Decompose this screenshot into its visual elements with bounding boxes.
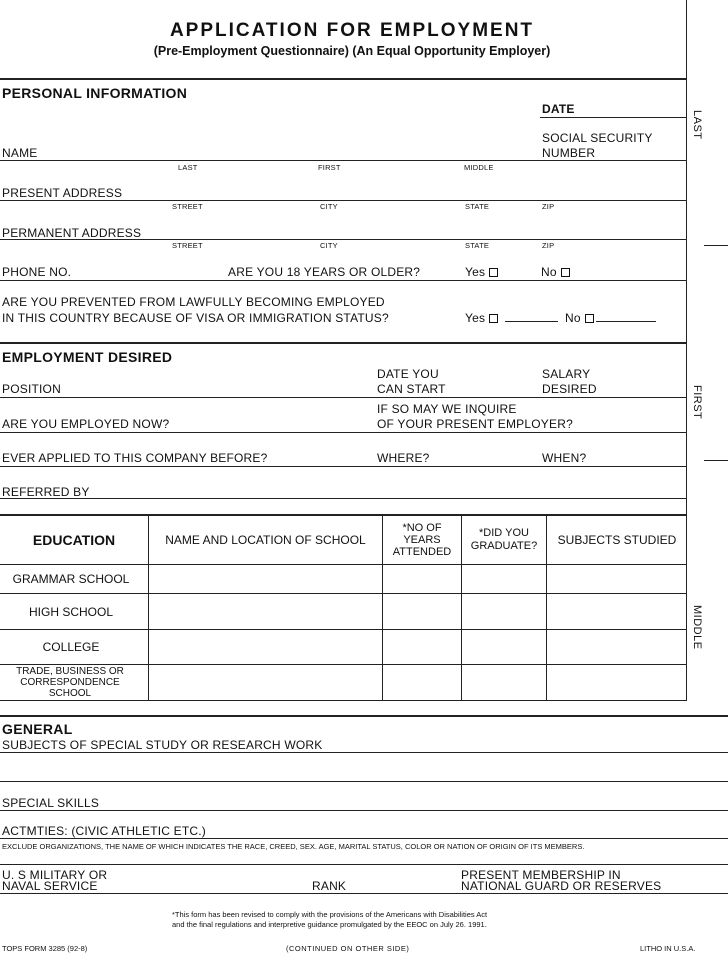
trade-1: TRADE, BUSINESS OR: [16, 666, 124, 677]
col-graduated: [462, 516, 546, 564]
position-line: [0, 397, 687, 398]
col-years-1: *NO OF: [402, 522, 442, 534]
special-study-line-2: [0, 781, 728, 782]
form-title: APPLICATION FOR EMPLOYMENT: [169, 20, 535, 41]
ssn-label-1: SOCIAL SECURITY: [542, 131, 653, 145]
form-subtitle: (Pre-Employment Questionnaire) (An Equal Opportunity Employer): [153, 44, 551, 58]
row-trade-school: [0, 665, 140, 700]
age-no-label: No: [541, 265, 557, 279]
employed-now-label: ARE YOU EMPLOYED NOW?: [2, 417, 170, 431]
employed-now-line: [0, 432, 687, 433]
activities-line: [0, 838, 728, 839]
visa-question-1: ARE YOU PREVENTED FROM LAWFULLY BECOMING EMPLOYED: [2, 295, 385, 309]
age-no[interactable]: [541, 265, 570, 279]
visa-question-2: IN THIS COUNTRY BECAUSE OF VISA OR IMMIGRATION STATUS?: [2, 311, 389, 325]
right-border-line: [686, 0, 687, 700]
guard-label-1: PRESENT MEMBERSHIP IN: [461, 868, 621, 882]
referred-by-label: REFERRED BY: [2, 485, 90, 499]
phone-label: PHONE NO.: [2, 265, 72, 279]
side-label-middle: MIDDLE: [691, 605, 703, 650]
sub-first: FIRST: [318, 163, 341, 172]
applied-before-line: [0, 466, 687, 467]
sub-city-1: CITY: [320, 202, 338, 211]
exclude-note: EXCLUDE ORGANIZATIONS, THE NAME OF WHICH INDICATES THE RACE, CREED, SEX. AGE, MARITAL STATUS, COLOR OR NATION OF ORIGIN OF ITS MEMBERS.: [2, 842, 585, 851]
phone-line: [0, 280, 687, 281]
section-rule-personal: [0, 78, 687, 80]
side-label-last: LAST: [691, 110, 703, 140]
age-yes-label: Yes: [465, 265, 486, 279]
visa-yes[interactable]: [465, 311, 498, 325]
col-school-name: NAME AND LOCATION OF SCHOOL: [165, 533, 366, 547]
sub-city-2: CITY: [320, 241, 338, 250]
litho-note: LITHO IN U.S.A.: [640, 944, 696, 953]
military-label-2: NAVAL SERVICE: [2, 879, 98, 893]
visa-no[interactable]: [565, 311, 594, 325]
permanent-address-line: [0, 239, 687, 240]
visa-yes-checkbox[interactable]: [489, 314, 498, 323]
sub-last: LAST: [178, 163, 198, 172]
when-label: WHEN?: [542, 451, 587, 465]
present-address-label: PRESENT ADDRESS: [2, 186, 123, 200]
age-yes[interactable]: [465, 265, 498, 279]
inquire-1: IF SO MAY WE INQUIRE: [377, 402, 517, 416]
sub-state-2: STATE: [465, 241, 490, 250]
inquire-2: OF YOUR PRESENT EMPLOYER?: [377, 417, 573, 431]
salary-2: DESIRED: [542, 382, 597, 396]
section-rule-employment: [0, 342, 687, 344]
present-address-line: [0, 200, 687, 201]
permanent-address-label: PERMANENT ADDRESS: [2, 226, 142, 240]
col-years-attended: [383, 516, 461, 564]
salary-1: SALARY: [542, 367, 591, 381]
position-label: POSITION: [2, 382, 61, 396]
side-label-first: FIRST: [691, 385, 703, 420]
edu-row-line-5: [0, 700, 687, 701]
col-grad-2: GRADUATE?: [470, 540, 538, 552]
date-start-1: DATE YOU: [377, 367, 439, 381]
sub-street-1: STREET: [172, 202, 203, 211]
name-label: NAME: [2, 146, 38, 160]
name-line: [0, 160, 687, 161]
row-high-school: HIGH SCHOOL: [28, 604, 113, 619]
date-line: [540, 117, 687, 118]
activities-label: ACTMTIES: (CIVIC ATHLETIC ETC.): [2, 824, 206, 838]
visa-no-checkbox[interactable]: [585, 314, 594, 323]
row-grammar-school: GRAMMAR SCHOOL: [12, 572, 130, 586]
visa-no-line: [596, 321, 656, 322]
special-skills-label: SPECIAL SKILLS: [2, 796, 100, 810]
section-rule-general: [0, 715, 728, 717]
exclude-line: [0, 864, 728, 865]
general-heading: GENERAL: [2, 721, 73, 737]
special-study-line-1: [0, 752, 728, 753]
visa-yes-label: Yes: [465, 311, 486, 325]
sub-street-2: STREET: [172, 241, 203, 250]
employment-heading: EMPLOYMENT DESIRED: [2, 349, 173, 365]
sub-zip-2: ZIP: [542, 241, 555, 250]
sub-zip-1: ZIP: [542, 202, 555, 211]
sub-middle: MIDDLE: [464, 163, 494, 172]
age-no-checkbox[interactable]: [561, 268, 570, 277]
military-label-1: U. S MILITARY OR: [2, 868, 108, 882]
footer-note-1: *This form has been revised to comply with the provisions of the Americans with Disabilities Act: [172, 910, 488, 919]
age-question: ARE YOU 18 YEARS OR OLDER?: [228, 265, 421, 279]
applied-before-label: EVER APPLIED TO THIS COMPANY BEFORE?: [2, 451, 268, 465]
col-grad-1: *DID YOU: [479, 527, 529, 539]
sub-state-1: STATE: [465, 202, 490, 211]
guard-label-2: NATIONAL GUARD OR RESERVES: [461, 879, 662, 893]
military-line: [0, 893, 728, 894]
col-subjects-studied: SUBJECTS STUDIED: [557, 533, 677, 547]
visa-no-label: No: [565, 311, 581, 325]
col-years-2: YEARS: [403, 534, 441, 546]
education-heading: EDUCATION: [32, 532, 116, 548]
special-study-label: SUBJECTS OF SPECIAL STUDY OR RESEARCH WORK: [2, 738, 323, 752]
personal-heading: PERSONAL INFORMATION: [2, 85, 188, 101]
footer-note-2: and the final regulations and interpretive guidance promulgated by the EEOC on July 26. 1991.: [172, 920, 487, 929]
col-years-3: ATTENDED: [392, 546, 452, 558]
trade-3: SCHOOL: [48, 688, 92, 699]
trade-2: CORRESPONDENCE: [20, 677, 120, 688]
special-skills-line: [0, 810, 728, 811]
row-college: COLLEGE: [42, 640, 100, 654]
where-label: WHERE?: [377, 451, 430, 465]
continued-note: (CONTINUED ON OTHER SIDE): [286, 944, 410, 953]
side-divider-2: [704, 460, 728, 461]
form-number: TOPS FORM 3285 (92-8): [2, 944, 88, 953]
rank-label: RANK: [312, 879, 347, 893]
ssn-label-2: NUMBER: [542, 146, 596, 160]
side-divider-1: [704, 245, 728, 246]
date-start-2: CAN START: [377, 382, 446, 396]
age-yes-checkbox[interactable]: [489, 268, 498, 277]
referred-by-line: [0, 498, 687, 499]
date-label: DATE: [542, 102, 575, 116]
visa-yes-line: [505, 321, 558, 322]
